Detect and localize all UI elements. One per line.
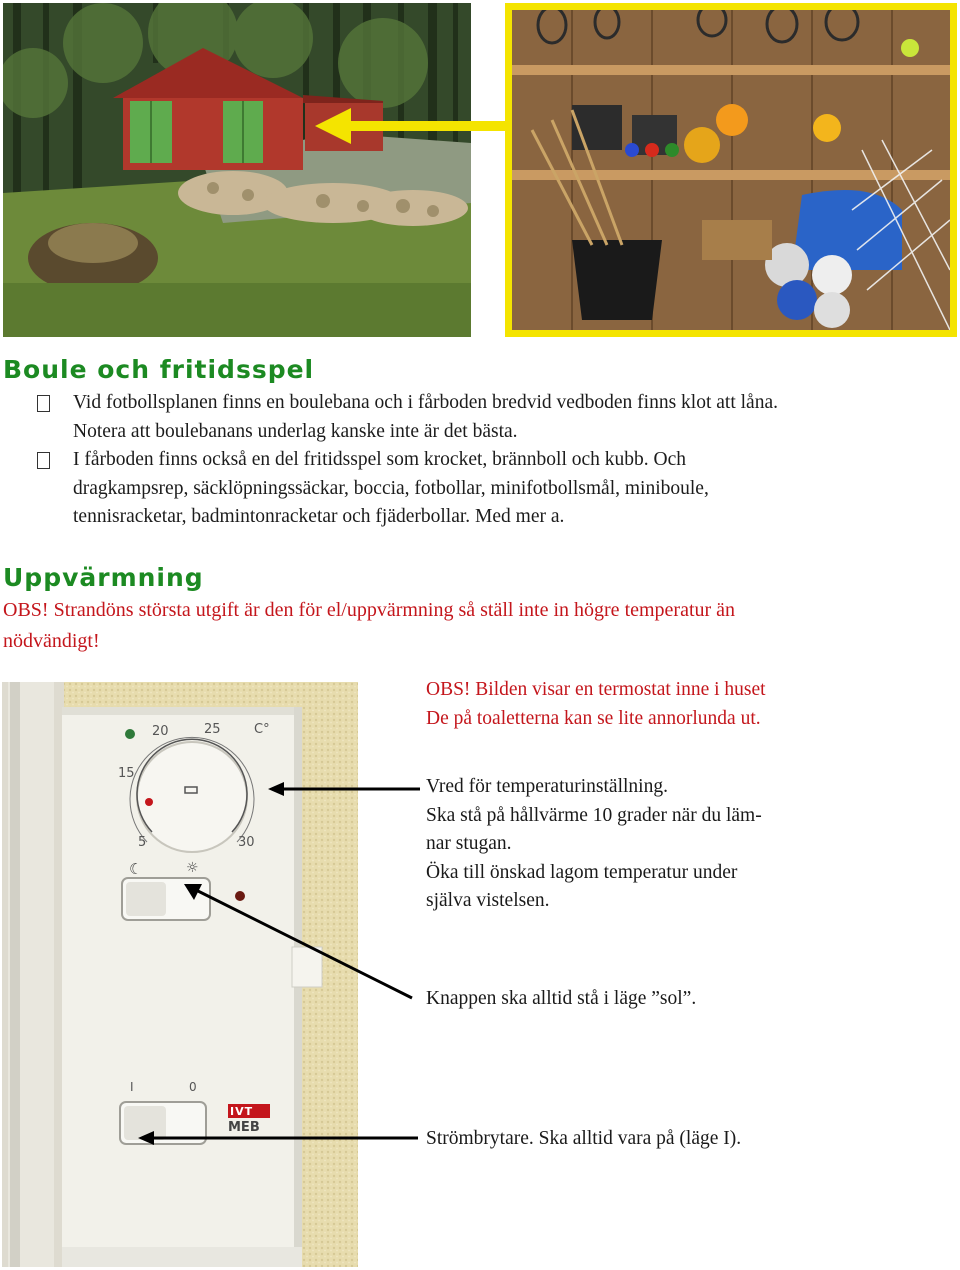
photo-cabin xyxy=(3,3,471,337)
bullet-box-icon xyxy=(37,452,50,469)
switch-label-off: 0 xyxy=(189,1080,197,1094)
switch-note: Strömbrytare. Ska alltid vara på (läge I). xyxy=(426,1128,742,1149)
moon-icon: ☾ xyxy=(129,860,143,878)
arrow-left-icon xyxy=(315,104,510,153)
note-line: De på toaletterna kan se lite annorlunda ut. xyxy=(426,707,761,729)
warning-line: OBS! Strandöns största utgift är den för el/uppvärmning så ställ inte in högre temperatur än xyxy=(3,599,736,621)
arrow-left-icon xyxy=(268,780,420,803)
list-line: Notera att boulebanans underlag kanske inte är det bästa. xyxy=(73,420,518,442)
list-item xyxy=(73,389,953,446)
note-line: Vred för temperaturinställning. xyxy=(426,776,668,797)
brand-sub: MEB xyxy=(228,1120,260,1135)
heading-heating: Uppvärmning xyxy=(3,563,204,592)
heading-boule: Boule och fritidsspel xyxy=(3,355,315,384)
dial-label-celsius: C° xyxy=(254,722,270,737)
bullet-box-icon xyxy=(37,395,50,412)
dial-note xyxy=(426,773,946,916)
list-line: tennisracketar, badmintonracketar och fjäderbollar. Med mer a. xyxy=(73,506,565,527)
thermostat-note xyxy=(426,676,946,733)
arrow-left-icon xyxy=(138,1128,418,1153)
list-line: dragkampsrep, säcklöpningssäckar, boccia, fotbollar, minifotbollsmål, miniboule, xyxy=(73,477,709,499)
dial-label-20: 20 xyxy=(152,724,169,739)
dial-label-5: 5 xyxy=(138,835,147,850)
sun-icon: ☼ xyxy=(186,860,199,876)
switch-label-on: I xyxy=(130,1080,134,1094)
arrow-left-icon xyxy=(182,880,414,1010)
list-line: Vid fotbollsplanen finns en boulebana och i fårboden bredvid vedboden finns klot att låna. xyxy=(73,392,778,413)
photo-shed-equipment xyxy=(505,3,957,337)
dial-label-15: 15 xyxy=(118,766,135,781)
dial-label-30: 30 xyxy=(238,835,255,850)
brand-logo: IVT xyxy=(230,1105,254,1118)
note-line: Ska stå på hållvärme 10 grader när du läm- xyxy=(426,804,762,826)
note-line: Öka till önskad lagom temperatur under xyxy=(426,861,738,883)
note-line: själva vistelsen. xyxy=(426,890,550,911)
warning-line: nödvändigt! xyxy=(3,630,100,652)
list-line: I fårboden finns också en del fritidsspel som krocket, brännboll och kubb. Och xyxy=(73,449,687,470)
list-item xyxy=(73,446,953,532)
button-note: Knappen ska alltid stå i läge ”sol”. xyxy=(426,988,697,1009)
note-line: nar stugan. xyxy=(426,833,512,854)
dial-label-25: 25 xyxy=(204,722,221,737)
boule-list xyxy=(73,389,953,532)
heating-warning xyxy=(3,595,953,657)
note-line: OBS! Bilden visar en termostat inne i huset xyxy=(426,679,766,700)
